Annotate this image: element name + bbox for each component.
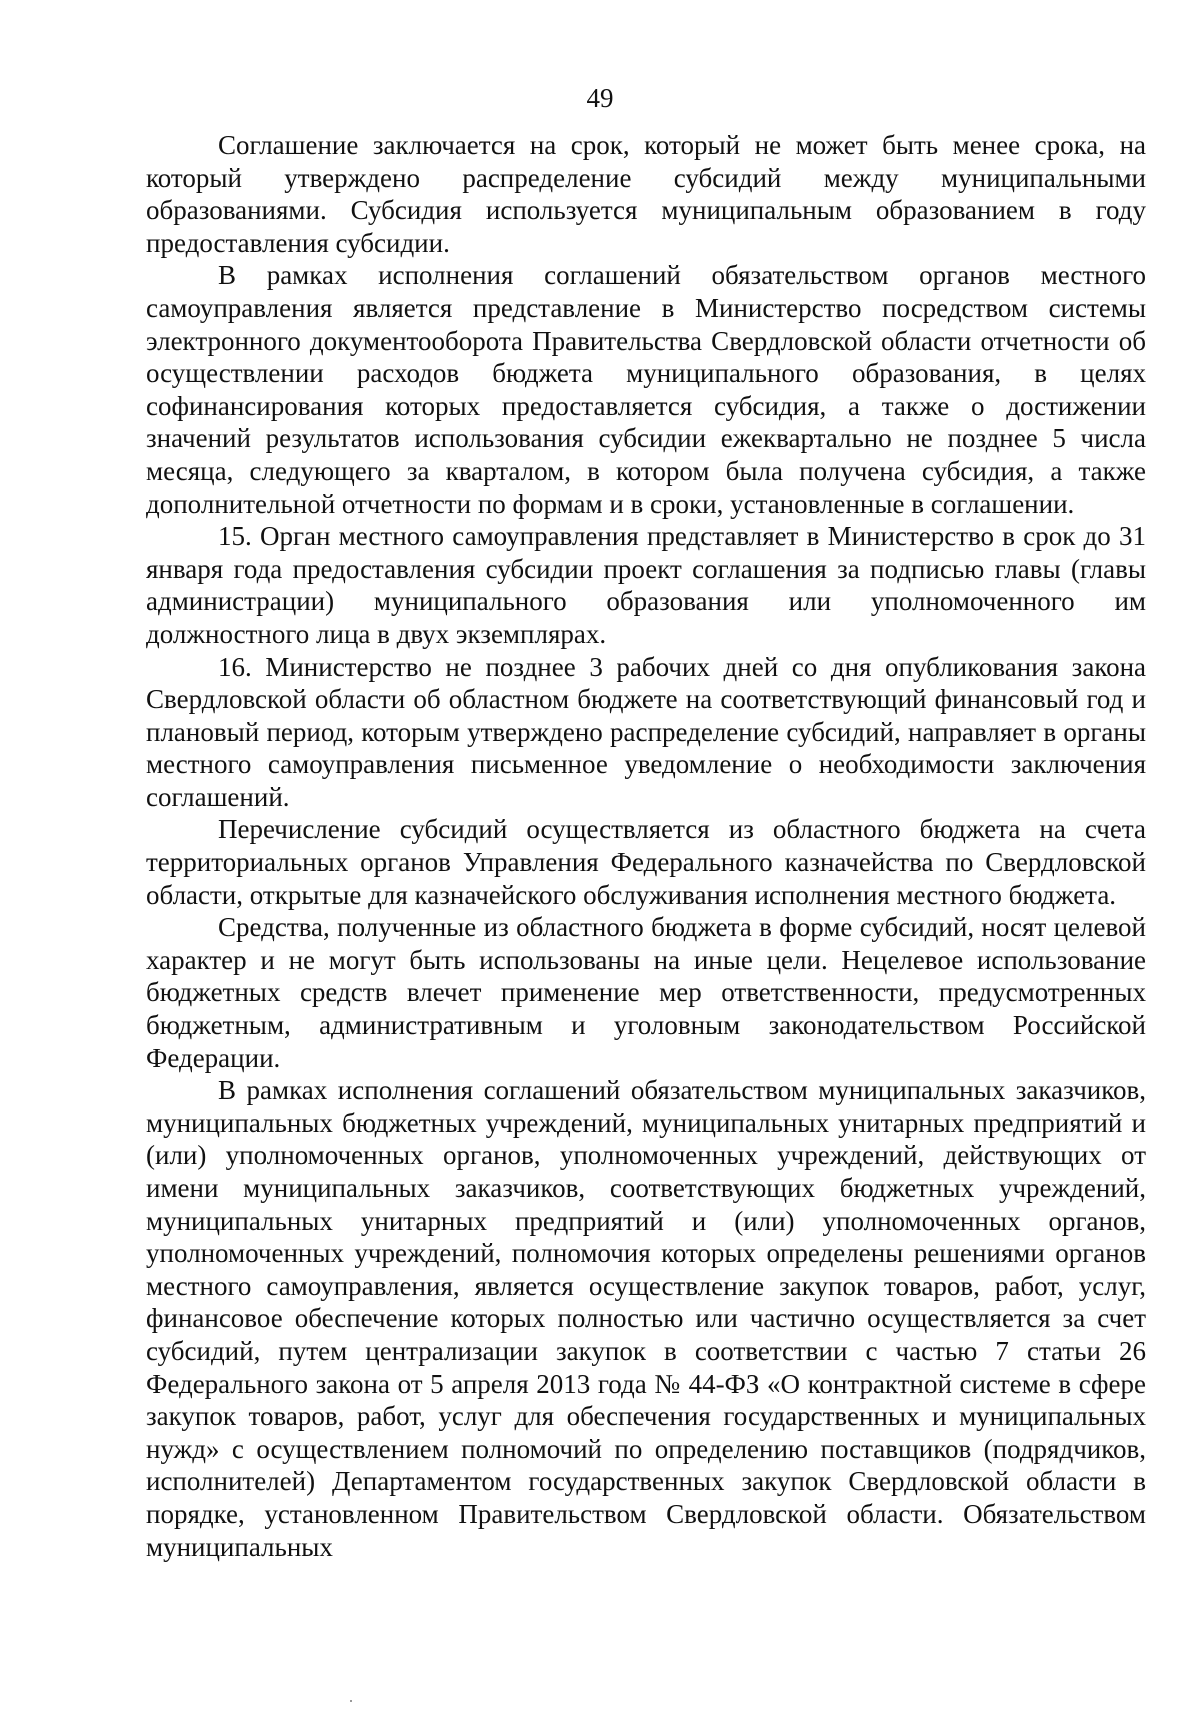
paragraph-procurement-obligation: В рамках исполнения соглашений обязательством муниципальных заказчиков, муниципальных бюджетных учреждений, муниципальных унитарных предприятий и (или) уполномоченных органов, уполномоченных учреждений, действующих от имени муниципальных заказчиков, соответствующих бюджетных учреждений, муниципальных унитарных предприятий и (или) уполномоченных органов, уполномоченных учреждений, полномочия которых определены решениями органов местного самоуправления, является осуществление закупок товаров, работ, услуг, финансовое обеспечение которых полностью или частично осуществляется за счет субсидий, путем централизации закупок в соответствии с частью 7 статьи 26 Федерального закона от 5 апреля 2013 года № 44-ФЗ «О контрактной системе в сфере закупок товаров, работ, услуг для обеспечения государственных и муниципальных нужд» с осуществлением полномочий по определению поставщиков (подрядчиков, исполнителей) Департаментом государственных закупок Свердловской области в порядке, установленном Правительством Свердловской области. Обязательством муниципальных [146, 1075, 1146, 1562]
body-text [146, 129, 1146, 1563]
paragraph-reporting-obligation: В рамках исполнения соглашений обязательством органов местного самоуправления является представление в Министерство посредством системы электронного документооборота Правительства Свердловской области отчетности об осуществлении расходов бюджета муниципального образования, в целях софинансирования которых предоставляется субсидия, а также о достижении значений результатов использования субсидии ежеквартально не позднее 5 числа месяца, следующего за кварталом, в котором была получена субсидия, а также дополнительной отчетности по формам и в сроки, установленные в соглашении. [146, 260, 1146, 519]
page-number: 49 [586, 83, 614, 113]
paragraph-agreement-term: Соглашение заключается на срок, который не может быть менее срока, на который утверждено распределение субсидий между муниципальными образованиями. Субсидия используется муниципальным образованием в году предоставления субсидии. [146, 130, 1146, 258]
paragraph-item-15: 15. Орган местного самоуправления представляет в Министерство в срок до 31 января года предоставления субсидии проект соглашения за подписью главы (главы администрации) муниципального образования или уполномоченного им должностного лица в двух экземплярах. [146, 521, 1146, 649]
paragraph-item-16: 16. Министерство не позднее 3 рабочих дней со дня опубликования закона Свердловской области об областном бюджете на соответствующий финансовый год и плановый период, которым утверждено распределение субсидий, направляет в органы местного самоуправления письменное уведомление о необходимости заключения соглашений. [146, 651, 1146, 812]
paragraph-transfer-of-subsidies: Перечисление субсидий осуществляется из областного бюджета на счета территориальных органов Управления Федерального казначейства по Свердловской области, открытые для казначейского обслуживания исполнения местного бюджета. [146, 814, 1146, 910]
scan-speck [350, 1700, 352, 1702]
paragraph-targeted-use: Средства, полученные из областного бюджета в форме субсидий, носят целевой характер и не могут быть использованы на иные цели. Нецелевое использование бюджетных средств влечет применение мер ответственности, предусмотренных бюджетным, административным и уголовным законодательством Российской Федерации. [146, 912, 1146, 1073]
